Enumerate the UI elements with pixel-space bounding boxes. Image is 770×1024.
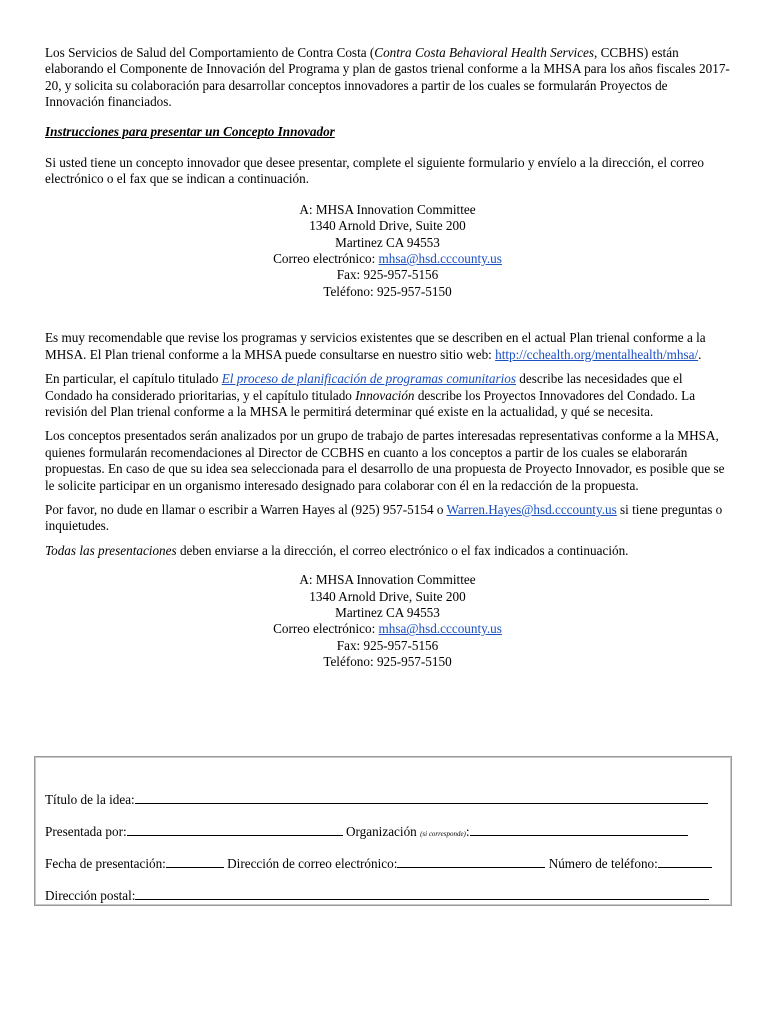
email-link[interactable]: mhsa@hsd.cccounty.us (378, 251, 502, 267)
organization-colon: : (465, 824, 470, 839)
contact-text-a: Por favor, no dude en llamar o escribir a Warren Hayes al (925) 957-5154 o (45, 501, 447, 517)
address-to: A: MHSA Innovation Committee (299, 572, 476, 588)
intro-text-b: , CCBHS) están elaborando el Componente de Innovación del Programa y plan de gastos trienal conforme a la MHSA para los años fiscales 2017-20, y solicita su colaboración para desarrollar conceptos innovadores a partir de los cuales se formularán Proyectos de Innovación financiados. (45, 45, 730, 110)
address-fax: Fax: 925-957-5156 (336, 267, 439, 283)
address-phone: Teléfono: 925-957-5150 (323, 283, 452, 299)
address-street: 1340 Arnold Drive, Suite 200 (309, 588, 466, 604)
submissions-text: deben enviarse a la dirección, el correo electrónico o el fax indicados a continuación. (176, 542, 629, 558)
chapter-text-b: describe las necesidades que el Condado ha considerado prioritarias, y el capítulo titulado (45, 371, 683, 403)
contact-paragraph (45, 502, 730, 535)
chapter-italic-title: Innovación (355, 387, 415, 403)
chapter-text-c: describe los Proyectos Innovadores del Condado. La revisión del Plan trienal conforme a la MHSA le permitirá determinar qué existe en la actualidad, y qué se necesita. (45, 387, 696, 419)
instructions-paragraph: Si usted tiene un concepto innovador que desee presentar, complete el siguiente formulario y envíelo a la dirección, el correo electrónico o el fax que se indican a continuación. (45, 155, 704, 187)
organization-field[interactable] (470, 823, 688, 836)
date-label: Fecha de presentación: (45, 856, 166, 871)
contact-email-link[interactable]: Warren.Hayes@hsd.cccounty.us (446, 501, 617, 517)
document-page (45, 45, 730, 671)
mailing-address-block (45, 202, 730, 300)
concepts-paragraph: Los conceptos presentados serán analizados por un grupo de trabajo de partes interesadas representativas conforme a la MHSA, quienes formularán recomendaciones al Director de CCBHS en cuanto a los conceptos a partir de los cuales se elaborarán propuestas. En caso de que su idea sea seleccionada para el desarrollo de una propuesta de Proyecto Innovador, es posible que se le solicite participar en un organismo interesado designado para colaborar con él en la redacción de la propuesta. (45, 428, 725, 493)
submissions-paragraph (45, 543, 730, 559)
phone-label: Número de teléfono: (545, 856, 658, 871)
intro-italic-name: Contra Costa Behavioral Health Services (374, 45, 595, 60)
postal-address-row (45, 887, 709, 904)
email-address-label: Dirección de correo electrónico: (223, 856, 398, 871)
mailing-address-block-2 (45, 572, 730, 670)
date-email-phone-row (45, 855, 712, 872)
email-address-field[interactable] (397, 855, 545, 868)
submission-form (34, 756, 732, 906)
presented-by-row (45, 823, 688, 842)
website-link[interactable]: http://cchealth.org/mentalhealth/mhsa/ (495, 346, 699, 362)
chapter-link[interactable]: El proceso de planificación de programas comunitarios (221, 371, 516, 387)
address-street: 1340 Arnold Drive, Suite 200 (309, 218, 466, 234)
idea-title-field[interactable] (135, 791, 708, 804)
address-email-line (45, 621, 730, 637)
intro-paragraph (45, 45, 730, 111)
submissions-italic: Todas las presentaciones (45, 542, 177, 558)
organization-note: (si corresponde) (420, 830, 466, 838)
presented-by-label: Presentada por: (45, 824, 127, 839)
idea-title-label: Título de la idea: (45, 792, 135, 807)
phone-field[interactable] (658, 855, 712, 868)
idea-title-row (45, 791, 708, 808)
intro-text-a: Los Servicios de Salud del Comportamiento de Contra Costa ( (45, 45, 375, 60)
recommend-text: Es muy recomendable que revise los programas y servicios existentes que se describen en el actual Plan trienal conforme a la MHSA. El Plan trienal conforme a la MHSA puede consultarse en nuestro sitio web: (45, 330, 706, 362)
instructions-heading: Instrucciones para presentar un Concepto Innovador (45, 123, 335, 139)
address-city: Martinez CA 94553 (335, 604, 440, 620)
chapter-text-a: En particular, el capítulo titulado (45, 371, 222, 387)
address-email-line (45, 251, 730, 267)
address-to: A: MHSA Innovation Committee (299, 201, 476, 217)
organization-label: Organización (342, 824, 421, 839)
postal-address-label: Dirección postal: (45, 888, 136, 903)
presented-by-field[interactable] (127, 823, 343, 836)
date-field[interactable] (166, 855, 224, 868)
contact-text-b: si tiene preguntas o inquietudes. (45, 501, 723, 534)
email-label: Correo electrónico: (273, 621, 379, 637)
address-fax: Fax: 925-957-5156 (336, 637, 439, 653)
chapter-paragraph (45, 371, 730, 420)
recommend-end: . (698, 346, 702, 362)
address-phone: Teléfono: 925-957-5150 (323, 654, 452, 670)
postal-address-field[interactable] (135, 887, 709, 900)
email-link[interactable]: mhsa@hsd.cccounty.us (378, 621, 502, 637)
email-label: Correo electrónico: (273, 251, 379, 267)
address-city: Martinez CA 94553 (335, 234, 440, 250)
recommend-paragraph (45, 330, 730, 363)
